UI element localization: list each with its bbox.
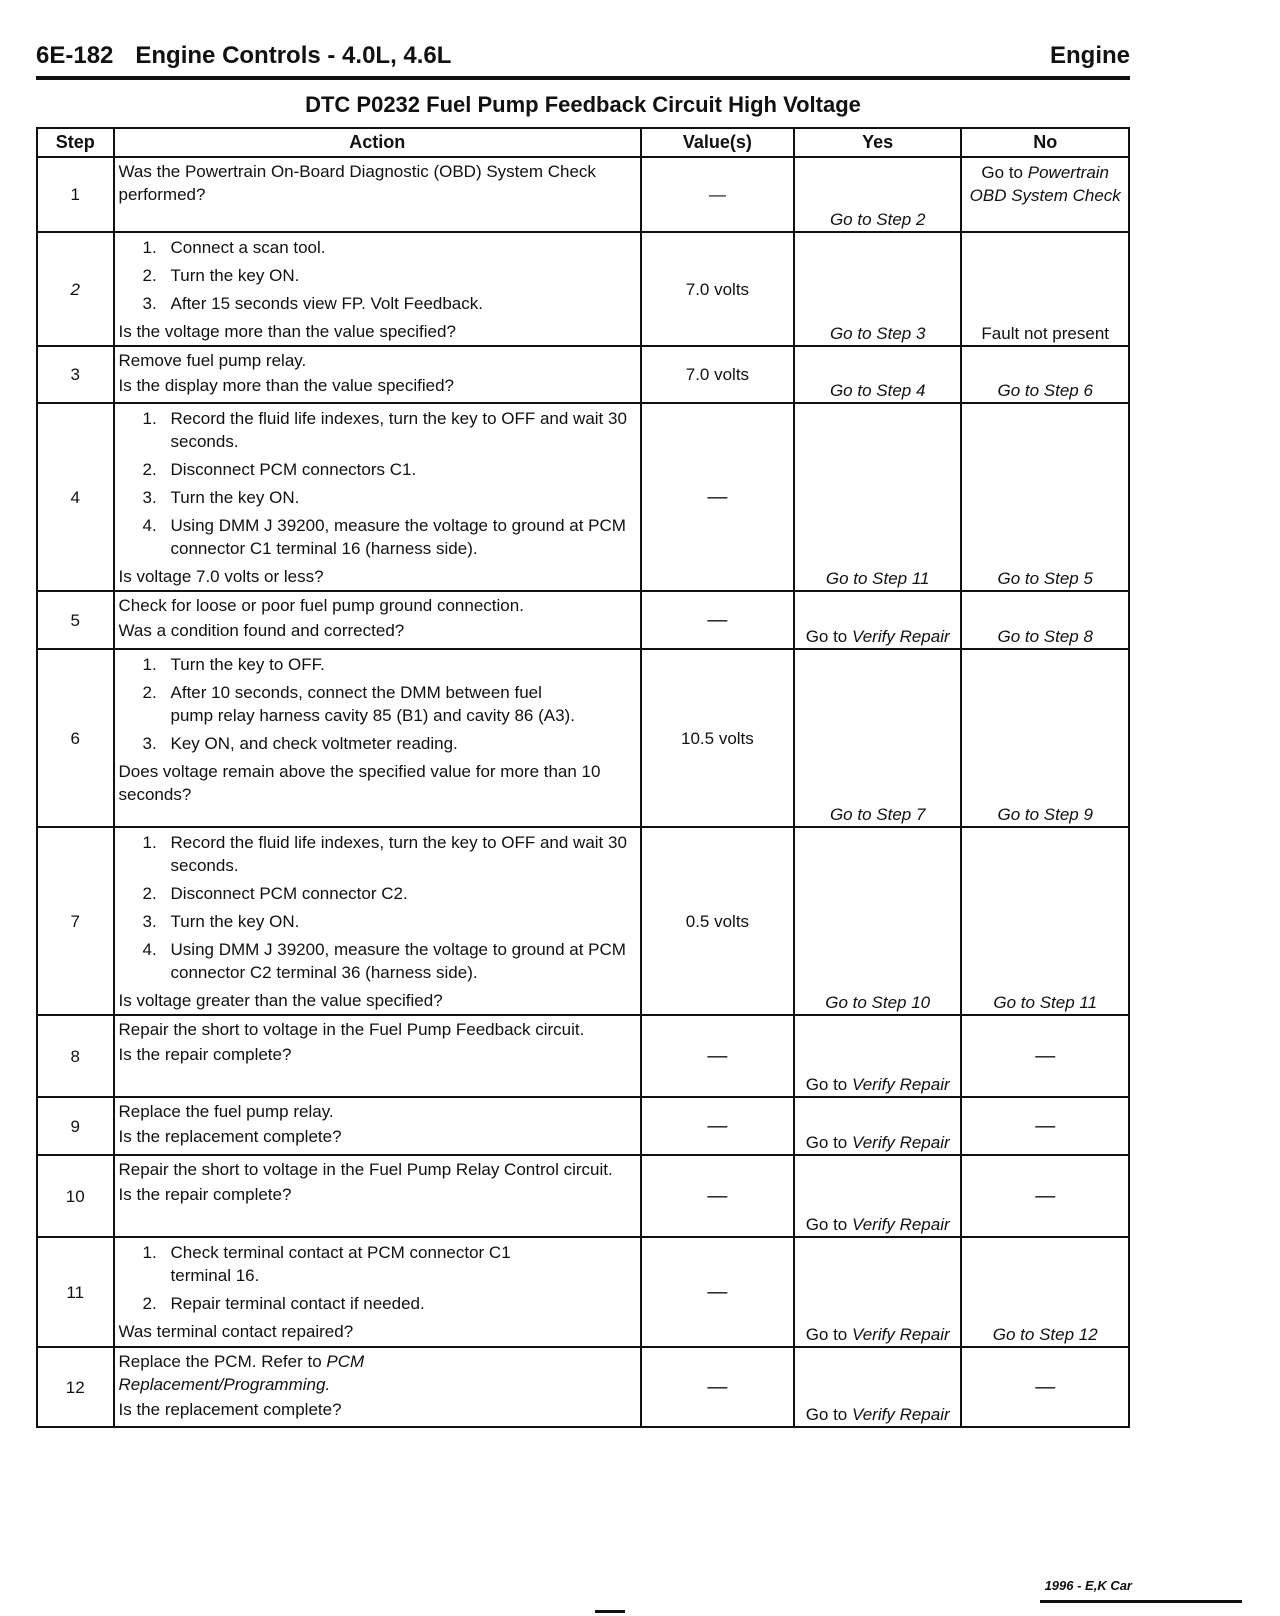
- action-text: Repair the short to voltage in the Fuel Pump Relay Control circuit.: [118, 1160, 613, 1179]
- section-title: Engine Controls - 4.0L, 4.6L: [135, 42, 452, 69]
- action-cell: [114, 157, 641, 232]
- action-text: [119, 1350, 636, 1396]
- step-number: 2: [37, 232, 114, 346]
- no-cell: —: [961, 1015, 1129, 1097]
- action-step: 1. Connect a scan tool.: [142, 238, 326, 257]
- no-cell: [961, 157, 1129, 232]
- diagnostic-table: [36, 127, 1130, 1428]
- table-row: [37, 1237, 1129, 1347]
- action-question: Is the repair complete?: [118, 1185, 292, 1204]
- yes-cell: [794, 1347, 962, 1427]
- action-step: 2. After 10 seconds, connect the DMM between fuel pump relay harness cavity 85 (B1) and cavity 86 (A3).: [142, 683, 575, 725]
- column-header-no: No: [961, 128, 1129, 157]
- table-row: [37, 346, 1129, 403]
- action-question: Is the replacement complete?: [118, 1127, 342, 1146]
- value-cell: —: [641, 1155, 794, 1237]
- column-header-yes: Yes: [794, 128, 962, 157]
- action-step: 1. Turn the key to OFF.: [142, 655, 325, 674]
- table-row: [37, 157, 1129, 232]
- action-cell: [114, 827, 641, 1015]
- yes-cell: Go to Step 11: [794, 403, 962, 591]
- step-number: 8: [37, 1015, 114, 1097]
- action-step: 4. Using DMM J 39200, measure the voltage to ground at PCM connector C1 terminal 16 (harness side).: [142, 516, 626, 558]
- action-question: Does voltage remain above the specified value for more than 10 seconds?: [118, 762, 601, 804]
- yes-link: Verify Repair: [852, 1215, 950, 1234]
- action-question: Is voltage 7.0 volts or less?: [118, 567, 324, 586]
- action-steps: [119, 236, 636, 315]
- no-cell: Go to Step 8: [961, 591, 1129, 649]
- table-row: [37, 403, 1129, 591]
- action-cell: [114, 1155, 641, 1237]
- value-cell: 7.0 volts: [641, 232, 794, 346]
- step-number: 3: [37, 346, 114, 403]
- action-step: 3. After 15 seconds view FP. Volt Feedback.: [142, 294, 483, 313]
- no-cell: Fault not present: [961, 232, 1129, 346]
- yes-prefix: Go to: [805, 1075, 848, 1094]
- action-step: 3. Turn the key ON.: [142, 912, 300, 931]
- no-cell: Go to Step 12: [961, 1237, 1129, 1347]
- step-number: 1: [37, 157, 114, 232]
- page-title: DTC P0232 Fuel Pump Feedback Circuit High Voltage: [305, 92, 861, 117]
- no-cell: —: [961, 1097, 1129, 1155]
- page-number: 6E-182: [36, 42, 114, 69]
- no-cell: Go to Step 11: [961, 827, 1129, 1015]
- step-number: 7: [37, 827, 114, 1015]
- action-question: Is the display more than the value specified?: [118, 376, 454, 395]
- yes-cell: [794, 1015, 962, 1097]
- step-number: 12: [37, 1347, 114, 1427]
- action-text: Replace the fuel pump relay.: [118, 1102, 334, 1121]
- table-row: [37, 1097, 1129, 1155]
- value-cell: —: [641, 157, 794, 232]
- no-link: Powertrain OBD System Check: [969, 163, 1121, 205]
- action-cell: [114, 1097, 641, 1155]
- pcm-reference: PCM Replacement/Programming.: [118, 1352, 365, 1394]
- value-cell: —: [641, 403, 794, 591]
- header-left: [36, 42, 451, 70]
- column-header-values: Value(s): [641, 128, 794, 157]
- step-number: 5: [37, 591, 114, 649]
- value-cell: —: [641, 1347, 794, 1427]
- footer-rule: [1040, 1600, 1242, 1603]
- yes-link: Verify Repair: [852, 627, 950, 646]
- action-question: Was a condition found and corrected?: [118, 621, 405, 640]
- yes-prefix: Go to: [805, 1325, 848, 1344]
- yes-prefix: Go to: [805, 1215, 848, 1234]
- no-cell: Go to Step 5: [961, 403, 1129, 591]
- action-step: 2. Repair terminal contact if needed.: [142, 1294, 425, 1313]
- column-header-step: Step: [37, 128, 114, 157]
- value-cell: —: [641, 1015, 794, 1097]
- action-prefix: Replace the PCM. Refer to: [118, 1352, 322, 1371]
- yes-link: Verify Repair: [852, 1405, 950, 1424]
- yes-link: Verify Repair: [852, 1075, 950, 1094]
- action-cell: [114, 1237, 641, 1347]
- no-prefix: Go to: [981, 163, 1024, 182]
- yes-cell: [794, 1237, 962, 1347]
- no-cell: Go to Step 6: [961, 346, 1129, 403]
- yes-cell: Go to Step 10: [794, 827, 962, 1015]
- value-cell: 0.5 volts: [641, 827, 794, 1015]
- action-steps: [119, 1241, 636, 1315]
- action-step: 1. Record the fluid life indexes, turn the key to OFF and wait 30 seconds.: [142, 409, 627, 451]
- step-number: 6: [37, 649, 114, 827]
- action-step: 4. Using DMM J 39200, measure the voltage to ground at PCM connector C2 terminal 36 (harness side).: [142, 940, 626, 982]
- page-header: [36, 40, 1130, 80]
- action-text: Repair the short to voltage in the Fuel Pump Feedback circuit.: [118, 1020, 585, 1039]
- action-steps: [119, 831, 636, 984]
- table-row: [37, 591, 1129, 649]
- table-row: [37, 1347, 1129, 1427]
- yes-cell: [794, 591, 962, 649]
- yes-cell: Go to Step 7: [794, 649, 962, 827]
- no-cell: —: [961, 1155, 1129, 1237]
- action-cell: [114, 346, 641, 403]
- column-header-action: Action: [114, 128, 641, 157]
- action-cell: [114, 232, 641, 346]
- footer-mark: [595, 1610, 625, 1613]
- value-cell: —: [641, 591, 794, 649]
- action-text: Was the Powertrain On-Board Diagnostic (OBD) System Check performed?: [118, 162, 596, 204]
- action-step: 1. Check terminal contact at PCM connector C1 terminal 16.: [142, 1243, 511, 1285]
- action-cell: [114, 1015, 641, 1097]
- yes-cell: Go to Step 4: [794, 346, 962, 403]
- action-step: 2. Turn the key ON.: [142, 266, 300, 285]
- action-step: 2. Disconnect PCM connectors C1.: [142, 460, 417, 479]
- action-cell: [114, 403, 641, 591]
- action-step: 3. Turn the key ON.: [142, 488, 300, 507]
- yes-link: Verify Repair: [852, 1325, 950, 1344]
- yes-prefix: Go to: [805, 1405, 848, 1424]
- action-cell: [114, 1347, 641, 1427]
- no-cell: Go to Step 9: [961, 649, 1129, 827]
- chapter-title: Engine: [1049, 42, 1130, 69]
- action-step: 2. Disconnect PCM connector C2.: [142, 884, 408, 903]
- yes-cell: [794, 1097, 962, 1155]
- yes-cell: Go to Step 2: [794, 157, 962, 232]
- step-number: 9: [37, 1097, 114, 1155]
- table-row: [37, 649, 1129, 827]
- no-cell: —: [961, 1347, 1129, 1427]
- action-cell: [114, 591, 641, 649]
- step-number: 4: [37, 403, 114, 591]
- yes-link: Verify Repair: [852, 1133, 950, 1152]
- table-header-row: [37, 128, 1129, 157]
- action-step: 1. Record the fluid life indexes, turn the key to OFF and wait 30 seconds.: [142, 833, 627, 875]
- action-cell: [114, 649, 641, 827]
- yes-cell: Go to Step 3: [794, 232, 962, 346]
- action-question: Is voltage greater than the value specified?: [118, 991, 443, 1010]
- table-row: [37, 1155, 1129, 1237]
- action-question: Is the replacement complete?: [118, 1400, 342, 1419]
- action-text: Check for loose or poor fuel pump ground connection.: [118, 596, 524, 615]
- action-question: Is the voltage more than the value specified?: [118, 322, 456, 341]
- yes-cell: [794, 1155, 962, 1237]
- yes-prefix: Go to: [805, 627, 848, 646]
- action-question: Is the repair complete?: [118, 1045, 292, 1064]
- value-cell: 10.5 volts: [641, 649, 794, 827]
- yes-prefix: Go to: [805, 1133, 848, 1152]
- value-cell: —: [641, 1097, 794, 1155]
- table-row: [37, 232, 1129, 346]
- action-step: 3. Key ON, and check voltmeter reading.: [142, 734, 458, 753]
- action-steps: [119, 653, 636, 755]
- page-footer: 1996 - E,K Car: [1044, 1578, 1132, 1593]
- action-steps: [119, 407, 636, 560]
- value-cell: 7.0 volts: [641, 346, 794, 403]
- step-number: 11: [37, 1237, 114, 1347]
- action-text: Remove fuel pump relay.: [118, 351, 307, 370]
- table-row: [37, 1015, 1129, 1097]
- action-question: Was terminal contact repaired?: [118, 1322, 354, 1341]
- table-row: [37, 827, 1129, 1015]
- step-number: 10: [37, 1155, 114, 1237]
- value-cell: —: [641, 1237, 794, 1347]
